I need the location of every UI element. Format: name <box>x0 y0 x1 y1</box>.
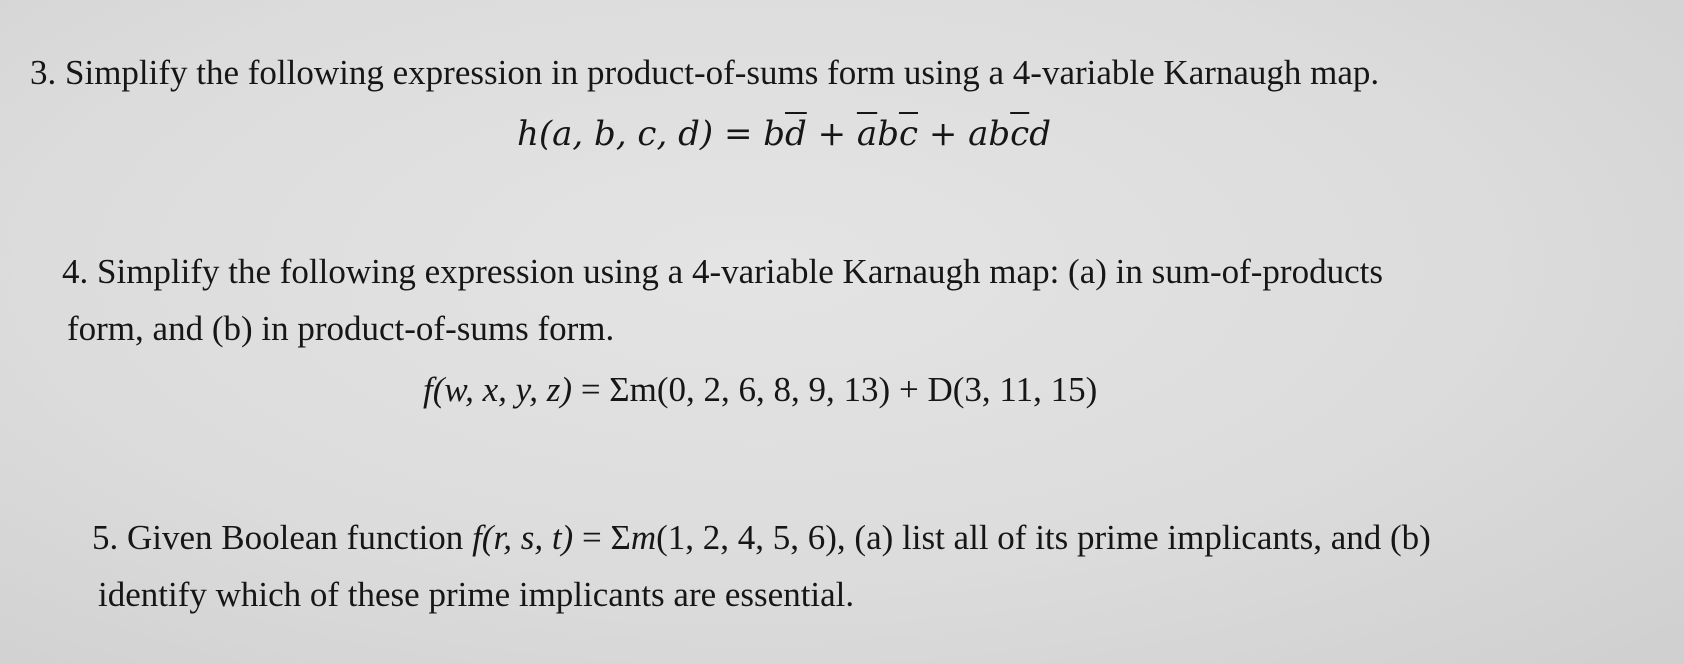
question-5-lead: Given Boolean function <box>127 518 473 557</box>
term-1: $b\overline{d}$ <box>763 114 807 154</box>
question-3-number: 3. <box>30 53 57 92</box>
plus-sign: + <box>817 114 847 154</box>
question-4-equation <box>423 372 1097 407</box>
equals-sigma: = Σ <box>573 518 631 557</box>
equals-sign: = <box>723 114 753 154</box>
question-3-text: Simplify the following expression in product-of-sums form using a 4-variable Karnaugh map. <box>65 53 1380 92</box>
question-5-number: 5. <box>92 518 119 557</box>
function-definition: = Σm(0, 2, 6, 8, 9, 13) + D(3, 11, 15) <box>572 370 1098 409</box>
function-name: f <box>423 370 433 409</box>
question-5-line-1 <box>92 520 1431 555</box>
question-5-rest: (1, 2, 4, 5, 6), (a) list all of its prime implicants, and (b) <box>656 518 1431 557</box>
function-args: (w, x, y, z) <box>432 370 573 409</box>
question-4-number: 4. <box>62 252 89 291</box>
question-5-text-2: identify which of these prime implicants are essential. <box>98 575 855 614</box>
minterm-symbol: m <box>630 518 657 557</box>
term-3: $ab\overline{c}d$ <box>968 114 1051 154</box>
plus-sign: + <box>928 114 958 154</box>
question-5-line-2 <box>98 577 854 612</box>
question-4-line-2 <box>67 311 614 346</box>
function-args: (r, s, t) <box>481 518 574 557</box>
term-2: $\overline{a}b\overline{c}$ <box>856 114 918 154</box>
question-4-text-2: form, and (b) in product-of-sums form. <box>67 309 615 348</box>
function-name: f <box>472 518 482 557</box>
equation-lhs: h(a, b, c, d) <box>517 114 714 154</box>
question-4-line-1 <box>62 254 1383 289</box>
question-4-text-1: Simplify the following expression using a 4-variable Karnaugh map: (a) in sum-of-products <box>97 252 1383 291</box>
question-3-equation <box>517 114 1051 154</box>
question-3 <box>30 55 1379 90</box>
